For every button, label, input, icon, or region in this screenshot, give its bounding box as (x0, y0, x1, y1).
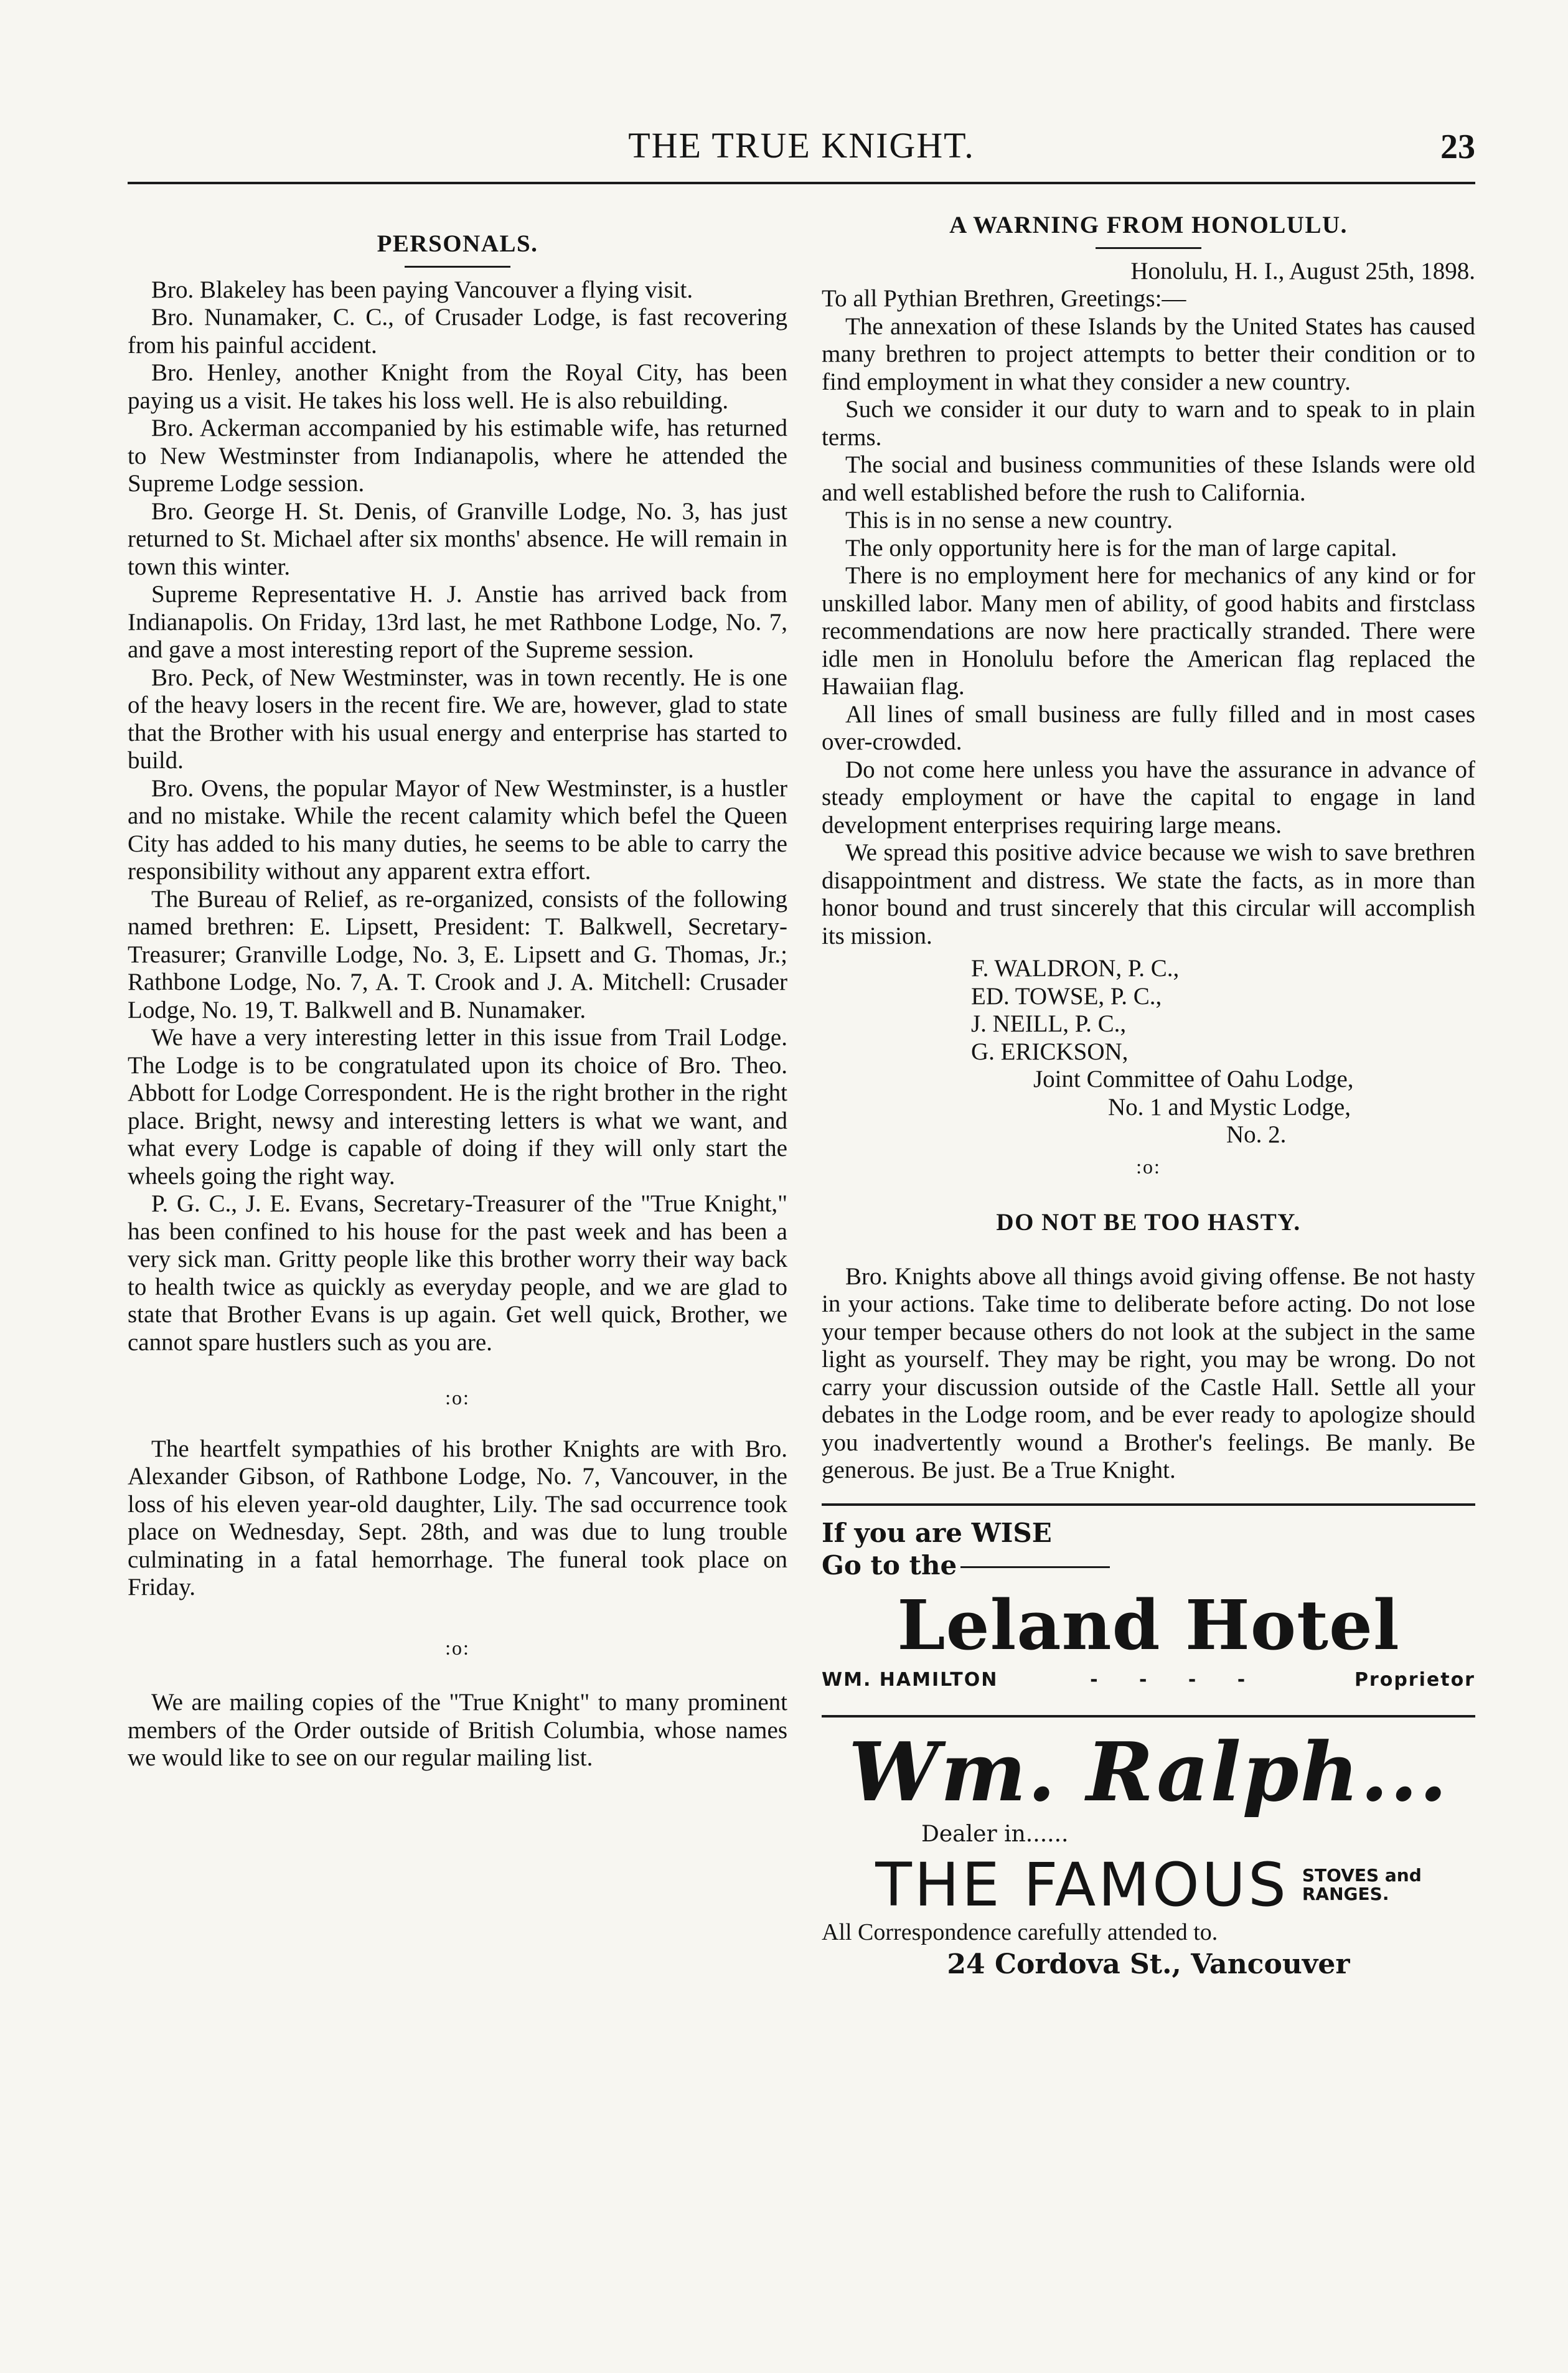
personals-paragraph: Bro. George H. St. Denis, of Granville Lodge, No. 3, has just returned to St. Michael after six months' absence. He will remain in town this winter. (128, 497, 787, 580)
ad-divider (822, 1503, 1475, 1506)
personals-paragraph: P. G. C., J. E. Evans, Secretary-Treasurer of the "True Knight," has been confined to his house for the past week and has been a very sick man. Gritty people like this brother worry their way back to health twice as quickly as everyday people, and we are glad to state that Brother Evans is up again. Get well quick, Brother, we cannot spare hustlers such as you are. (128, 1190, 787, 1356)
personals-paragraph: The Bureau of Relief, as re-organized, consists of the following named brethren: E. Lipsett, President: T. Balkwell, Secretary-Treasurer; Granville Lodge, No. 3, E. Lipsett and G. Thomas, Jr.; Rathbone Lodge, No. 7, A. T. Crook and J. A. Mitchell: Crusader Lodge, No. 19, T. Balkwell and B. Nunamaker. (128, 885, 787, 1023)
ad-tagline: If you are WISE (822, 1517, 1052, 1548)
warning-paragraph: This is in no sense a new country. (845, 507, 1173, 533)
committee-line: No. 2. (1226, 1121, 1287, 1148)
hasty-heading: DO NOT BE TOO HASTY. (996, 1209, 1301, 1236)
signatory: G. ERICKSON, (971, 1038, 1129, 1065)
mailing-paragraph: We are mailing copies of the "True Knight" to many prominent members of the Order outside of British Columbia, whose names we would like to see on our regular mailing list. (128, 1689, 787, 1771)
personals-paragraph: Bro. Blakeley has been paying Vancouver a flying visit. (151, 276, 693, 303)
personals-paragraph: We have a very interesting letter in this issue from Trail Lodge. The Lodge is to be congratulated upon its choice of Bro. Theo. Abbott for Lodge Correspondent. He is the right brother in the right place. Bright, newsy and interesting letters is what we want, and what every Lodge is capable of doing if they will only start the wheels going the right way. (128, 1024, 787, 1190)
hotel-name: Leland Hotel (897, 1584, 1400, 1665)
proprietor-row (822, 1666, 1475, 1694)
separator: :o: (445, 1636, 470, 1659)
proprietor-label: Proprietor (1354, 1668, 1475, 1691)
committee-line: No. 1 and Mystic Lodge, (1108, 1093, 1351, 1121)
hasty-paragraph: Bro. Knights above all things avoid giving offense. Be not hasty in your actions. Take time to deliberate before acting. Do not lose your temper because others do not look at the subject in the same light as yourself. They may be right, you may be wrong. Do not carry your discussion outside of the Castle Hall. Settle all your debates in the Lodge room, and be ever ready to apologize should you inadvertently wound a Brother's feelings. Be manly. Be generous. Be just. Be a True Knight. (822, 1262, 1475, 1483)
left-column (128, 212, 787, 1772)
ad-divider (822, 1715, 1475, 1717)
header-rule (128, 182, 1475, 184)
personals-paragraph: Bro. Henley, another Knight from the Royal City, has been paying us a visit. He takes his loss well. He is also rebuilding. (128, 359, 787, 414)
running-head (128, 125, 1475, 168)
warning-paragraph: The annexation of these Islands by the United States has caused many brethren to project attempts to better their condition or to find employment in what they consider a new country. (822, 312, 1475, 395)
heading-rule (1096, 247, 1201, 249)
famous-text: THE FAMOUS (875, 1849, 1289, 1920)
signatory: F. WALDRON, P. C., (971, 955, 1180, 982)
ralph-name: Wm. Ralph... (848, 1724, 1448, 1820)
dealer-in: Dealer in...... (921, 1821, 1069, 1847)
separator: :o: (1136, 1155, 1161, 1178)
warning-paragraph: There is no employment here for mechanics of any kind or for unskilled labor. Many men of ability, of good habits and firstclass recommendations are now here practically stranded. There were idle men in Honolulu before the American flag replaced the Hawaiian flag. (822, 562, 1475, 700)
signatory: ED. TOWSE, P. C., (971, 982, 1162, 1010)
ranges-line: RANGES. (1302, 1883, 1389, 1904)
stoves-ranges (1302, 1866, 1422, 1904)
warning-paragraph: Do not come here unless you have the assurance in advance of steady employment or have the capital to engage in land development enterprises requiring large means. (822, 756, 1475, 839)
proprietor-name: WM. HAMILTON (822, 1668, 998, 1691)
warning-paragraph: All lines of small business are fully filled and in most cases over-crowded. (822, 700, 1475, 755)
committee-line: Joint Committee of Oahu Lodge, (1033, 1066, 1354, 1093)
famous-row (822, 1849, 1475, 1920)
personals-paragraph: Bro. Ovens, the popular Mayor of New Westminster, is a hustler and no mistake. While the recent calamity which befel the Queen City has added to his many duties, he seems to be able to carry the responsibility without any apparent extra effort. (128, 774, 787, 885)
warning-paragraph: The only opportunity here is for the man of large capital. (845, 534, 1397, 562)
correspondence-line: All Correspondence carefully attended to. (822, 1919, 1218, 1945)
warning-heading: A WARNING FROM HONOLULU. (949, 212, 1348, 238)
page-number: 23 (1440, 128, 1475, 166)
warning-paragraph: Such we consider it our duty to warn and to speak to in plain terms. (822, 396, 1475, 451)
publication-title: THE TRUE KNIGHT. (628, 125, 975, 166)
dateline: Honolulu, H. I., August 25th, 1898. (1130, 257, 1475, 284)
address-line: 24 Cordova St., Vancouver (947, 1948, 1350, 1980)
personals-paragraph: Bro. Ackerman accompanied by his estimable wife, has returned to New Westminster from Indianapolis, where he attended the Supreme Lodge session. (128, 415, 787, 497)
separator: :o: (445, 1386, 470, 1409)
warning-paragraph: We spread this positive advice because we wish to save brethren disappointment and distress. We state the facts, as in more than honor bound and trust sincerely that this circular will accomplish its mission. (822, 839, 1475, 949)
ralph-ad (822, 1724, 1475, 1980)
personals-paragraph: Supreme Representative H. J. Anstie has arrived back from Indianapolis. On Friday, 13rd last, he met Rathbone Lodge, No. 7, and gave a most interesting report of the Supreme session. (128, 581, 787, 663)
ad-goto-text: Go to the (822, 1549, 957, 1581)
personals-paragraph: Bro. Nunamaker, C. C., of Crusader Lodge, is fast recovering from his painful accident. (128, 304, 787, 359)
right-column (822, 212, 1475, 1979)
stoves-line: STOVES and (1302, 1864, 1422, 1886)
personals-heading: PERSONALS. (377, 230, 538, 257)
proprietor-dashes: - - - - (1090, 1668, 1263, 1691)
arrow-line (960, 1566, 1110, 1568)
warning-paragraph: The social and business communities of these Islands were old and well established before the rush to California. (822, 451, 1475, 506)
personals-paragraph: Bro. Peck, of New Westminster, was in town recently. He is one of the heavy losers in the recent fire. We are, however, glad to state that the Brother with his usual energy and enterprise has started to build. (128, 664, 787, 774)
leland-hotel-ad (822, 1517, 1475, 1694)
signatory: J. NEILL, P. C., (971, 1010, 1127, 1037)
sympathy-paragraph: The heartfelt sympathies of his brother Knights are with Bro. Alexander Gibson, of Rathbone Lodge, No. 7, Vancouver, in the loss of his eleven year-old daughter, Lily. The sad occurrence took place on Wednesday, Sept. 28th, and was due to lung trouble culminating in a fatal hemorrhage. The funeral took place on Friday. (128, 1435, 787, 1600)
ad-tagline-line2 (822, 1549, 1475, 1582)
salutation: To all Pythian Brethren, Greetings:— (822, 285, 1186, 312)
heading-rule (405, 266, 510, 268)
